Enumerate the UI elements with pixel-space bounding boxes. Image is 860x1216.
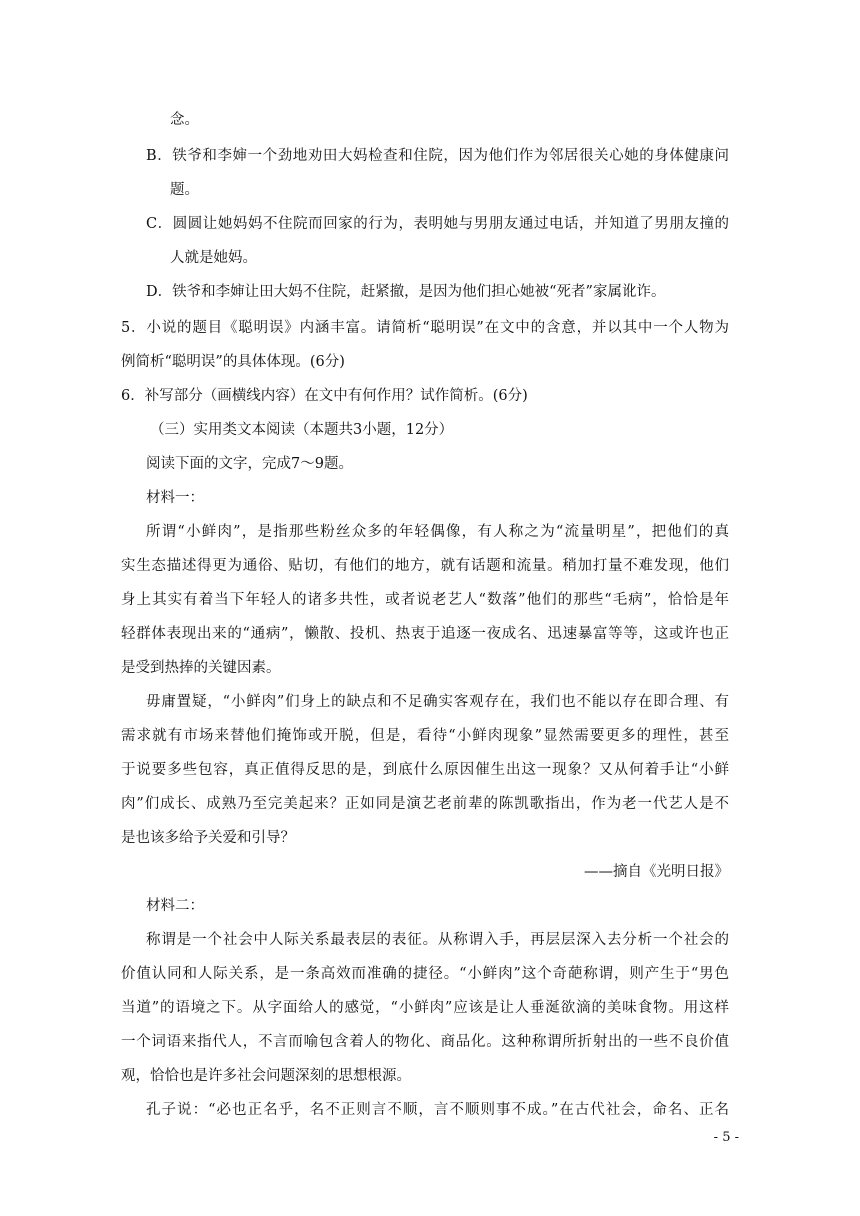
material-two-p1-line-2: 价值认同和人际关系，是一条高效而准确的捷径。“小鲜肉”这个奇葩称谓，则产生于“男色 <box>121 966 729 982</box>
material-one-p2-line-2: 需求就有市场来替他们掩饰或开脱，但是，看待“小鲜肉现象”显然需要更多的理性，甚至 <box>121 728 729 744</box>
reading-instruction: 阅读下面的文字，完成7～9题。 <box>146 456 353 472</box>
question-5-line-1: 5．小说的题目《聪明误》内涵丰富。请简析“聪明误”在文中的含意，并以其中一个人物为 <box>121 320 729 336</box>
material-one-p2-line-1: 毋庸置疑，“小鲜肉”们身上的缺点和不足确实客观存在，我们也不能以存在即合理、有 <box>146 694 729 710</box>
page-number: - 5 - <box>713 1130 739 1145</box>
section-heading: （三）实用类文本阅读（本题共3小题，12分） <box>150 422 454 438</box>
question-6: 6．补写部分（画横线内容）在文中有何作用？试作简析。(6分) <box>121 388 528 404</box>
material-two-p1-line-4: 一个词语来指代人，不言而喻包含着人的物化、商品化。这种称谓所折射出的一些不良价值 <box>121 1034 729 1050</box>
material-one-p1-line-4: 轻群体表现出来的“通病”，懒散、投机、热衷于追逐一夜成名、迅速暴富等等，这或许也正 <box>121 626 729 642</box>
material-two-p2-line-1: 孔子说：“必也正名乎，名不正则言不顺，言不顺则事不成。”在古代社会，命名、正名 <box>146 1102 729 1118</box>
material-one-p1-line-1: 所谓“小鲜肉”，是指那些粉丝众多的年轻偶像，有人称之为“流量明星”，把他们的真 <box>146 524 729 540</box>
material-one-p2-line-3: 于说要多些包容，真正值得反思的是，到底什么原因催生出这一现象？又从何着手让“小鲜 <box>121 762 729 778</box>
option-b-line-1: B．铁爷和李婶一个劲地劝田大妈检查和住院，因为他们作为邻居很关心她的身体健康问 <box>146 148 729 164</box>
material-two-p1-line-1: 称谓是一个社会中人际关系最表层的表征。从称谓入手，再层层深入去分析一个社会的 <box>146 932 729 948</box>
option-c-line-2: 人就是她妈。 <box>170 250 257 266</box>
option-c-line-1: C．圆圆让她妈妈不住院而回家的行为，表明她与男朋友通过电话，并知道了男朋友撞的 <box>146 216 729 232</box>
material-two-p1-line-3: 当道”的语境之下。从字面给人的感觉，“小鲜肉”应该是让人垂涎欲滴的美味食物。用这样 <box>121 1000 729 1016</box>
option-b-line-2: 题。 <box>170 182 199 198</box>
material-two-heading: 材料二： <box>146 898 204 914</box>
material-one-p1-line-5: 是受到热捧的关键因素。 <box>121 660 281 676</box>
option-d: D．铁爷和李婶让田大妈不住院，赶紧撤，是因为他们担心她被“死者”家属讹诈。 <box>146 284 666 300</box>
material-one-p1-line-3: 身上其实有着当下年轻人的诸多共性，或者说老艺人“数落”他们的那些“毛病”，恰恰是年 <box>121 592 729 608</box>
material-two-p1-line-5: 观，恰恰也是许多社会问题深刻的思想根源。 <box>121 1068 411 1084</box>
material-one-source: ——摘自《光明日报》 <box>584 864 729 880</box>
material-one-p2-line-4: 肉”们成长、成熟乃至完美起来？正如同是演艺老前辈的陈凯歌指出，作为老一代艺人是不 <box>121 796 729 812</box>
material-one-p2-line-5: 是也该多给予关爱和引导？ <box>121 830 295 846</box>
question-5-line-2: 例简析“聪明误”的具体体现。(6分) <box>121 354 345 370</box>
material-one-p1-line-2: 实生态描述得更为通俗、贴切，有他们的地方，就有话题和流量。稍加打量不难发现，他们 <box>121 558 729 574</box>
material-one-heading: 材料一： <box>146 490 204 506</box>
option-a-continuation: 念。 <box>170 112 199 128</box>
